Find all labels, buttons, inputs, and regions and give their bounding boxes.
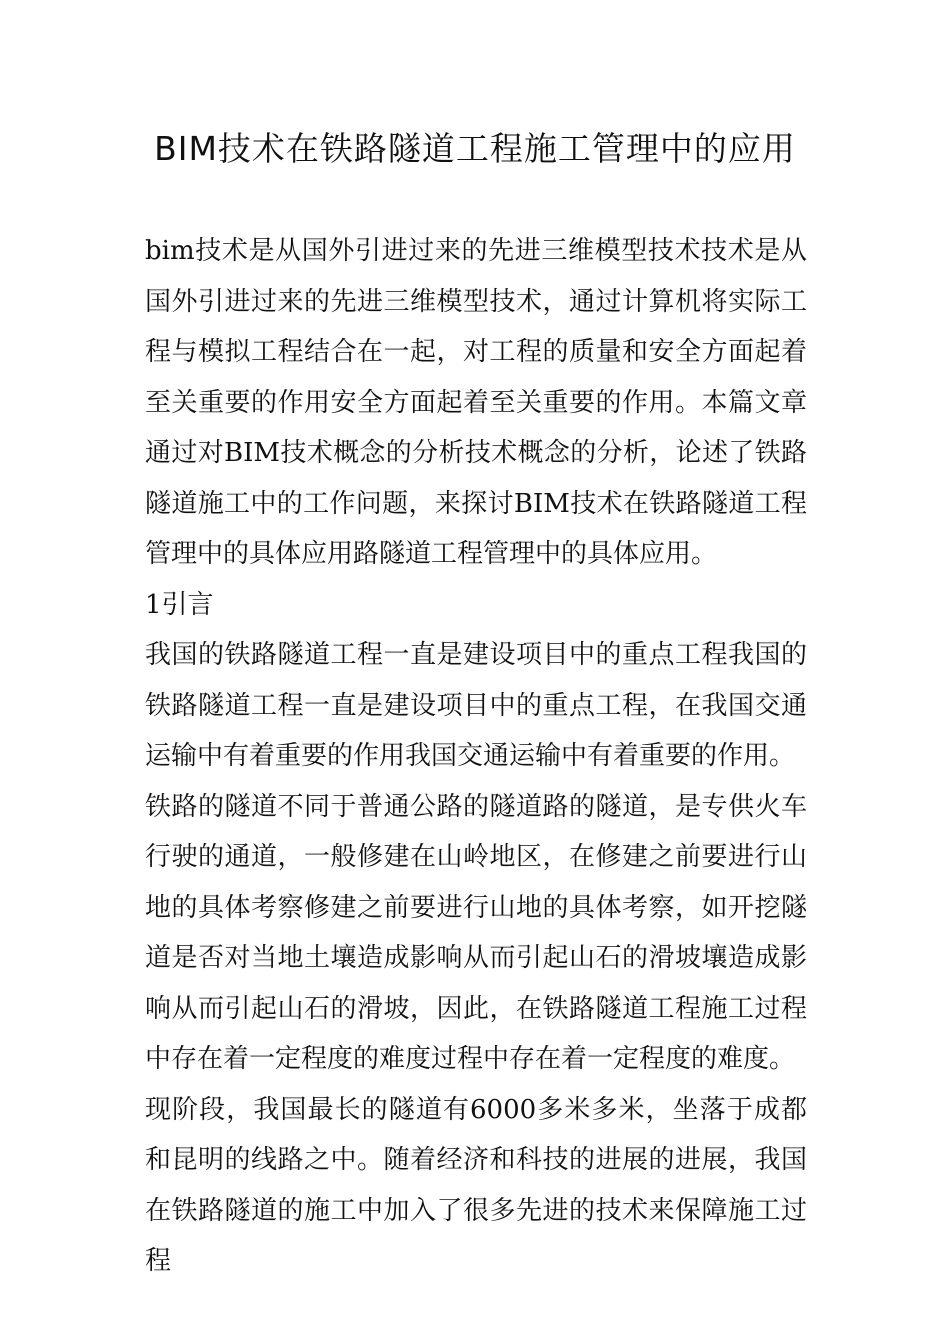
document-body: [145, 226, 807, 1287]
body-paragraph: 铁路的隧道不同于普通公路的隧道路的隧道，是专供火车行驶的通道，一般修建在山岭地区，在修建之前要进行山地的具体考察修建之前要进行山地的具体考察，如开挖隧道是否对当地土壤造成影响从而引起山石的滑坡壤造成影响从而引起山石的滑坡，因此，在铁路隧道工程施工过程中存在着一定程度的难度过程中存在着一定程度的难度。: [145, 791, 807, 1074]
document-title: BIM技术在铁路隧道工程施工管理中的应用: [154, 129, 796, 168]
body-paragraph: 现阶段，我国最长的隧道有6000多米多米，坐落于成都和昆明的线路之中。随着经济和科技的进展的进展，我国在铁路隧道的施工中加入了很多先进的技术来保障施工过程: [145, 1094, 807, 1276]
section-heading-introduction: 1引言: [145, 589, 214, 620]
body-paragraph: 我国的铁路隧道工程一直是建设项目中的重点工程我国的铁路隧道工程一直是建设项目中的重点工程，在我国交通运输中有着重要的作用我国交通运输中有着重要的作用。: [145, 640, 807, 771]
abstract-paragraph: bim技术是从国外引进过来的先进三维模型技术技术是从国外引进过来的先进三维模型技术，通过计算机将实际工程与模拟工程结合在一起，对工程的质量和安全方面起着至关重要的作用安全方面起着至关重要的作用。本篇文章通过对BIM技术概念的分析技术概念的分析，论述了铁路隧道施工中的工作问题，来探讨BIM技术在铁路隧道工程管理中的具体应用路隧道工程管理中的具体应用。: [145, 236, 807, 569]
